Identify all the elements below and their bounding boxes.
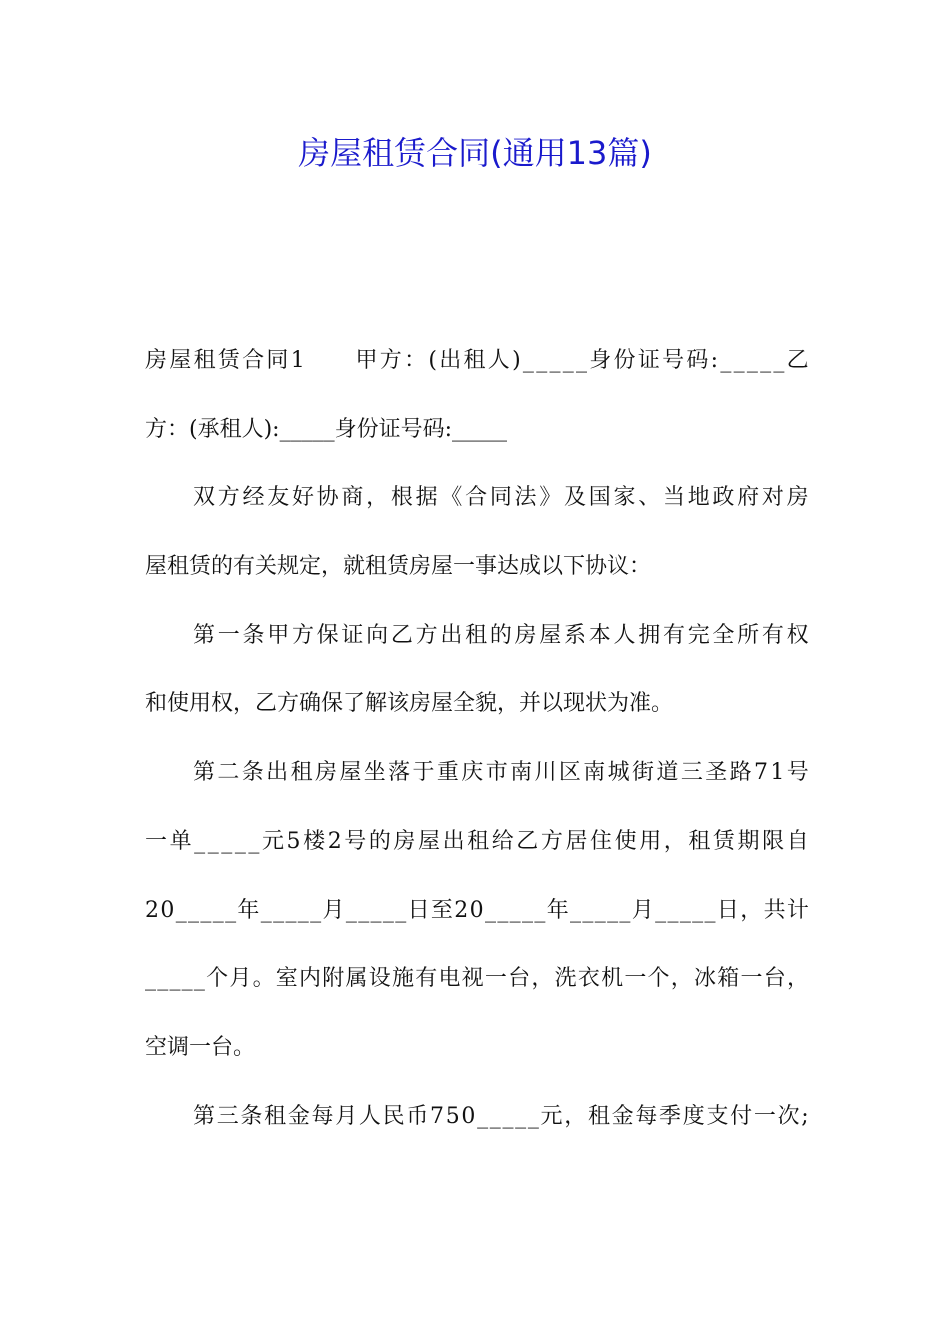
body-line: 一 单 _ _ _ _ _ 元 5 楼 2 号 的 房 屋 出 租 给 乙 方 居 住 使 用 ， 租 赁 期 限 自 [145,828,809,854]
body-line: 方：(承租人):_____身份证号码:_____ [145,416,507,442]
body-line: 房 屋 租 赁 合 同 1 甲 方 ： ( 出 租 人 ) _ _ _ _ _ 身 份 证 号 码 : _ _ _ _ _ 乙 [145,348,809,373]
body-line: 第 二 条 出 租 房 屋 坐 落 于 重 庆 市 南 川 区 南 城 街 道 三 圣 路 7 1 号 [193,760,809,786]
body-line: _ _ _ _ _ 个 月 。 室 内 附 属 设 施 有 电 视 一 台 ， 洗 衣 机 一 个 ， 冰 箱 一 台 ， [145,966,809,992]
body-line: 双 方 经 友 好 协 商 ， 根 据 《 合 同 法 》 及 国 家 、 当 地 政 府 对 房 [193,485,809,511]
body-line: 第 三 条 租 金 每 月 人 民 币 7 5 0 _ _ _ _ _ 元 ， 租 金 每 季 度 支 付 一 次 ; [193,1103,809,1129]
body-line: 屋租赁的有关规定，就租赁房屋一事达成以下协议： [145,554,652,580]
body-line: 空调一台。 [145,1034,256,1060]
body-line: 和使用权，乙方确保了解该房屋全貌，并以现状为准。 [145,691,674,717]
document-body [145,334,809,1158]
document-title: 房屋租赁合同(通用13篇) [298,134,652,172]
body-line: 2 0 _ _ _ _ _ 年 _ _ _ _ _ 月 _ _ _ _ _ 日 至 2 0 _ _ _ _ _ 年 _ _ _ _ _ 月 _ _ _ _ _ 日 ， 共 计 [145,897,809,923]
body-line: 第 一 条 甲 方 保 证 向 乙 方 出 租 的 房 屋 系 本 人 拥 有 完 全 所 有 权 [193,622,809,648]
